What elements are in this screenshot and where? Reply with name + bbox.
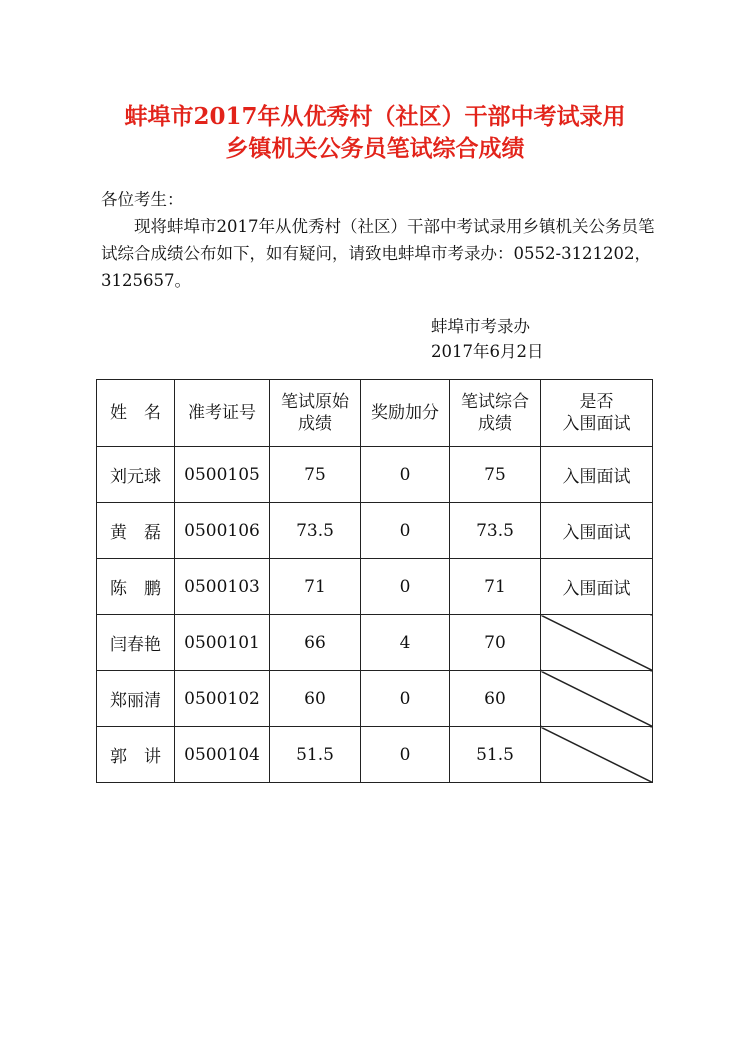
cell-combined: 70 [450,615,541,671]
header-combined-line1: 笔试综合 [461,392,529,412]
cell-exam-id: 0500103 [175,559,270,615]
cell-combined: 71 [450,559,541,615]
table-row [97,503,653,559]
cell-written: 51.5 [270,727,361,783]
table-row [97,447,653,503]
page-title-line-2: 乡镇机关公务员笔试综合成绩 [225,135,525,162]
cell-written: 73.5 [270,503,361,559]
cell-interview-slash [541,671,653,727]
signature-date: 2017年6月2日 [431,342,544,361]
cell-bonus: 0 [361,503,450,559]
cell-interview-slash [541,615,653,671]
header-written-line2: 成绩 [298,414,332,434]
greeting: 各位考生： [101,190,184,209]
cell-combined: 75 [450,447,541,503]
cell-exam-id: 0500106 [175,503,270,559]
table-row [97,615,653,671]
cell-interview: 入围面试 [541,559,653,615]
header-combined-score [450,380,541,447]
cell-combined: 51.5 [450,727,541,783]
cell-interview-slash [541,727,653,783]
cell-bonus: 0 [361,727,450,783]
header-interview [541,380,653,447]
cell-bonus: 0 [361,447,450,503]
cell-name: 刘元球 [97,447,175,503]
header-written-score [270,380,361,447]
header-exam-id: 准考证号 [175,380,270,447]
table-row [97,727,653,783]
cell-combined: 60 [450,671,541,727]
page-title-line-1: 蚌埠市2017年从优秀村（社区）干部中考试录用 [124,103,626,130]
cell-bonus: 0 [361,559,450,615]
cell-exam-id: 0500104 [175,727,270,783]
signature-org: 蚌埠市考录办 [431,317,530,336]
cell-exam-id: 0500105 [175,447,270,503]
cell-name: 黄 磊 [97,503,175,559]
header-bonus: 奖励加分 [361,380,450,447]
table-header-row [97,380,653,447]
cell-interview: 入围面试 [541,503,653,559]
cell-written: 71 [270,559,361,615]
cell-exam-id: 0500101 [175,615,270,671]
cell-bonus: 0 [361,671,450,727]
cell-written: 75 [270,447,361,503]
header-name: 姓 名 [97,380,175,447]
cell-bonus: 4 [361,615,450,671]
cell-written: 66 [270,615,361,671]
cell-name: 郑丽清 [97,671,175,727]
header-written-line1: 笔试原始 [281,392,349,412]
cell-written: 60 [270,671,361,727]
cell-combined: 73.5 [450,503,541,559]
cell-name: 陈 鹏 [97,559,175,615]
header-combined-line2: 成绩 [478,414,512,434]
cell-exam-id: 0500102 [175,671,270,727]
cell-interview: 入围面试 [541,447,653,503]
cell-name: 郭 讲 [97,727,175,783]
header-interview-line1: 是否 [579,392,614,412]
header-interview-line2: 入围面试 [562,414,631,434]
notice-paragraph: 现将蚌埠市2017年从优秀村（社区）干部中考试录用乡镇机关公务员笔试综合成绩公布如下，如有疑问，请致电蚌埠市考录办：0552-3121202，3125657。 [101,217,655,290]
table-row [97,671,653,727]
table-row [97,559,653,615]
score-table [96,379,653,783]
cell-name: 闫春艳 [97,615,175,671]
